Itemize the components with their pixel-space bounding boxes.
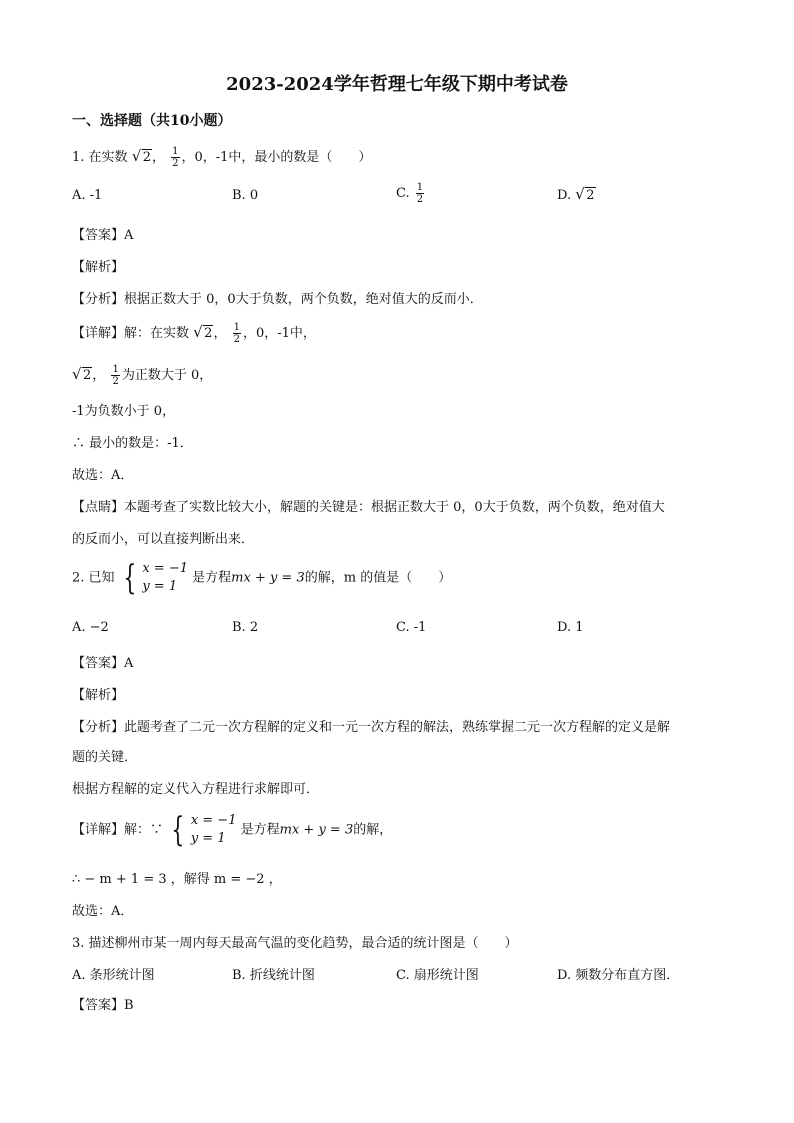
q1-option-b: B. 0 <box>232 188 259 203</box>
q2-detail-equation: mx + y = 3 <box>279 822 354 838</box>
q1-line2-sqrt: √ 2 <box>72 365 92 383</box>
q2-fenxi-line1: 此题考查了二元一次方程解的定义和一元一次方程的解法，熟练掌握二元一次方程解的定义是解 <box>124 720 671 735</box>
q1-option-a: A. -1 <box>72 188 103 203</box>
q1-line3: -1为负数小于 0， <box>72 404 176 419</box>
q1-answer <box>72 224 133 243</box>
q1-line2-num: 1 <box>112 364 119 375</box>
q1-line2-comma: ， <box>92 368 106 383</box>
q1-frac-den: 2 <box>172 158 179 169</box>
q2-solve: ∴ − m + 1 = 3 ，解得 m = −2 ， <box>72 872 282 887</box>
q2-stem-suffix: 的解，m 的值是（ ） <box>304 570 452 586</box>
q2-choose: 故选：A． <box>72 904 134 919</box>
q3-answer-value: B <box>124 998 134 1013</box>
q1-fenxi-tag: 【分析】 <box>72 292 125 307</box>
q1-detail-fraction <box>233 322 241 345</box>
q2-option-d: D. 1 <box>557 620 584 635</box>
q2-option-a: A. −2 <box>72 620 109 635</box>
q1-note-tag: 【点睛】 <box>72 500 125 515</box>
q1-line2-radicand: 2 <box>83 368 92 383</box>
section-heading: 一、选择题（共10小题） <box>72 113 232 129</box>
q1-option-c-num: 1 <box>416 182 424 193</box>
q1-stem-prefix: 1. 在实数 <box>72 150 128 165</box>
q2-option-b: B. 2 <box>232 620 259 635</box>
q2-sys-row2: y = 1 <box>142 579 178 594</box>
q2-stem-prefix: 2. 已知 <box>72 570 115 586</box>
q2-fenxi-line2: 题的关键． <box>72 750 138 765</box>
q1-fraction <box>171 146 179 169</box>
q1-answer-tag: 【答案】 <box>72 228 125 243</box>
q1-detail-radicand: 2 <box>204 326 213 341</box>
q1-option-d-radicand: 2 <box>586 188 595 203</box>
q1-line2 <box>72 364 212 387</box>
q1-stem-suffix: ，0，-1中，最小的数是（ ） <box>181 150 372 165</box>
q2-detail-tag: 【详解】 <box>72 822 125 838</box>
q1-sqrt-radicand: 2 <box>142 150 151 165</box>
q1-line2-fraction <box>111 364 119 387</box>
q2-detail-row2: y = 1 <box>190 831 226 846</box>
q2-detail-suffix: 的解， <box>353 822 393 838</box>
q2-detail-row1: x = −1 <box>190 813 237 828</box>
q1-answer-value: A <box>124 228 134 243</box>
q2-method: 根据方程解的定义代入方程进行求解即可． <box>72 782 320 797</box>
q3-answer <box>72 994 134 1013</box>
q2-answer <box>72 652 133 671</box>
q2-detail-system: { x = −1 y = 1 <box>171 810 237 850</box>
q1-line2-den: 2 <box>112 376 119 387</box>
q2-sys-row1: x = −1 <box>142 561 188 576</box>
q1-option-d <box>557 185 596 203</box>
q1-stem <box>72 146 371 169</box>
q1-fenxi <box>72 288 483 307</box>
q2-option-c: C. -1 <box>396 620 427 635</box>
q2-equation-system: { x = −1 y = 1 <box>123 558 188 598</box>
q1-option-d-sqrt: √ 2 <box>575 185 595 203</box>
q1-sqrt: √ 2 <box>131 147 151 165</box>
q3-option-c: C. 扇形统计图 <box>396 968 479 983</box>
q1-fenxi-text: 根据正数大于 0，0大于负数，两个负数，绝对值大的反而小． <box>124 292 483 307</box>
q1-line5: 故选：A． <box>72 468 134 483</box>
q1-option-d-label: D. <box>557 188 572 203</box>
q2-answer-value: A <box>124 656 134 671</box>
q1-detail-suffix: ，0，-1中， <box>242 326 316 341</box>
q1-detail-num: 1 <box>233 322 240 333</box>
q2-stem <box>72 560 451 596</box>
q1-line2-suffix: 为正数大于 0， <box>121 368 213 383</box>
q3-option-a: A. 条形统计图 <box>72 968 155 983</box>
q3-option-b: B. 折线统计图 <box>232 968 315 983</box>
q2-detail-mid: 是方程 <box>240 822 280 838</box>
q1-comma: ， <box>151 150 165 165</box>
q1-detail-comma: ， <box>213 326 227 341</box>
q1-detail-den: 2 <box>233 334 240 345</box>
page-title: 2023-2024学年哲理七年级下期中考试卷 <box>226 74 568 95</box>
q1-detail <box>72 322 316 345</box>
q1-note <box>72 496 665 515</box>
q2-fenxi-tag: 【分析】 <box>72 720 125 735</box>
q2-detail <box>72 812 392 848</box>
q1-analysis-tag: 【解析】 <box>72 260 125 275</box>
q1-note-line1: 本题考查了实数比较大小，解题的关键是：根据正数大于 0，0大于负数，两个负数，绝对值大 <box>124 500 665 515</box>
q2-analysis-tag: 【解析】 <box>72 688 125 703</box>
q3-stem: 3. 描述柳州市某一周内每天最高气温的变化趋势，最合适的统计图是（ ） <box>72 936 518 951</box>
q2-detail-prefix: 解：∵ <box>124 822 164 838</box>
q1-line4: ∴ 最小的数是：-1． <box>72 436 193 451</box>
q2-answer-tag: 【答案】 <box>72 656 125 671</box>
q1-frac-num: 1 <box>172 146 179 157</box>
q2-fenxi <box>72 716 670 735</box>
q1-option-c-label: C. <box>396 186 410 201</box>
q1-option-c-fraction <box>416 182 424 205</box>
q1-option-c-den: 2 <box>416 194 424 205</box>
q1-detail-sqrt: √ 2 <box>193 323 213 341</box>
q2-equation: mx + y = 3 <box>231 570 305 586</box>
q3-answer-tag: 【答案】 <box>72 998 125 1013</box>
q1-detail-tag: 【详解】 <box>72 326 125 341</box>
q2-stem-mid: 是方程 <box>192 570 232 586</box>
q1-note-line2: 的反而小，可以直接判断出来． <box>72 532 255 547</box>
q1-detail-prefix: 解：在实数 <box>124 326 190 341</box>
q3-option-d: D. 频数分布直方图． <box>557 968 680 983</box>
q1-option-c <box>396 182 426 205</box>
